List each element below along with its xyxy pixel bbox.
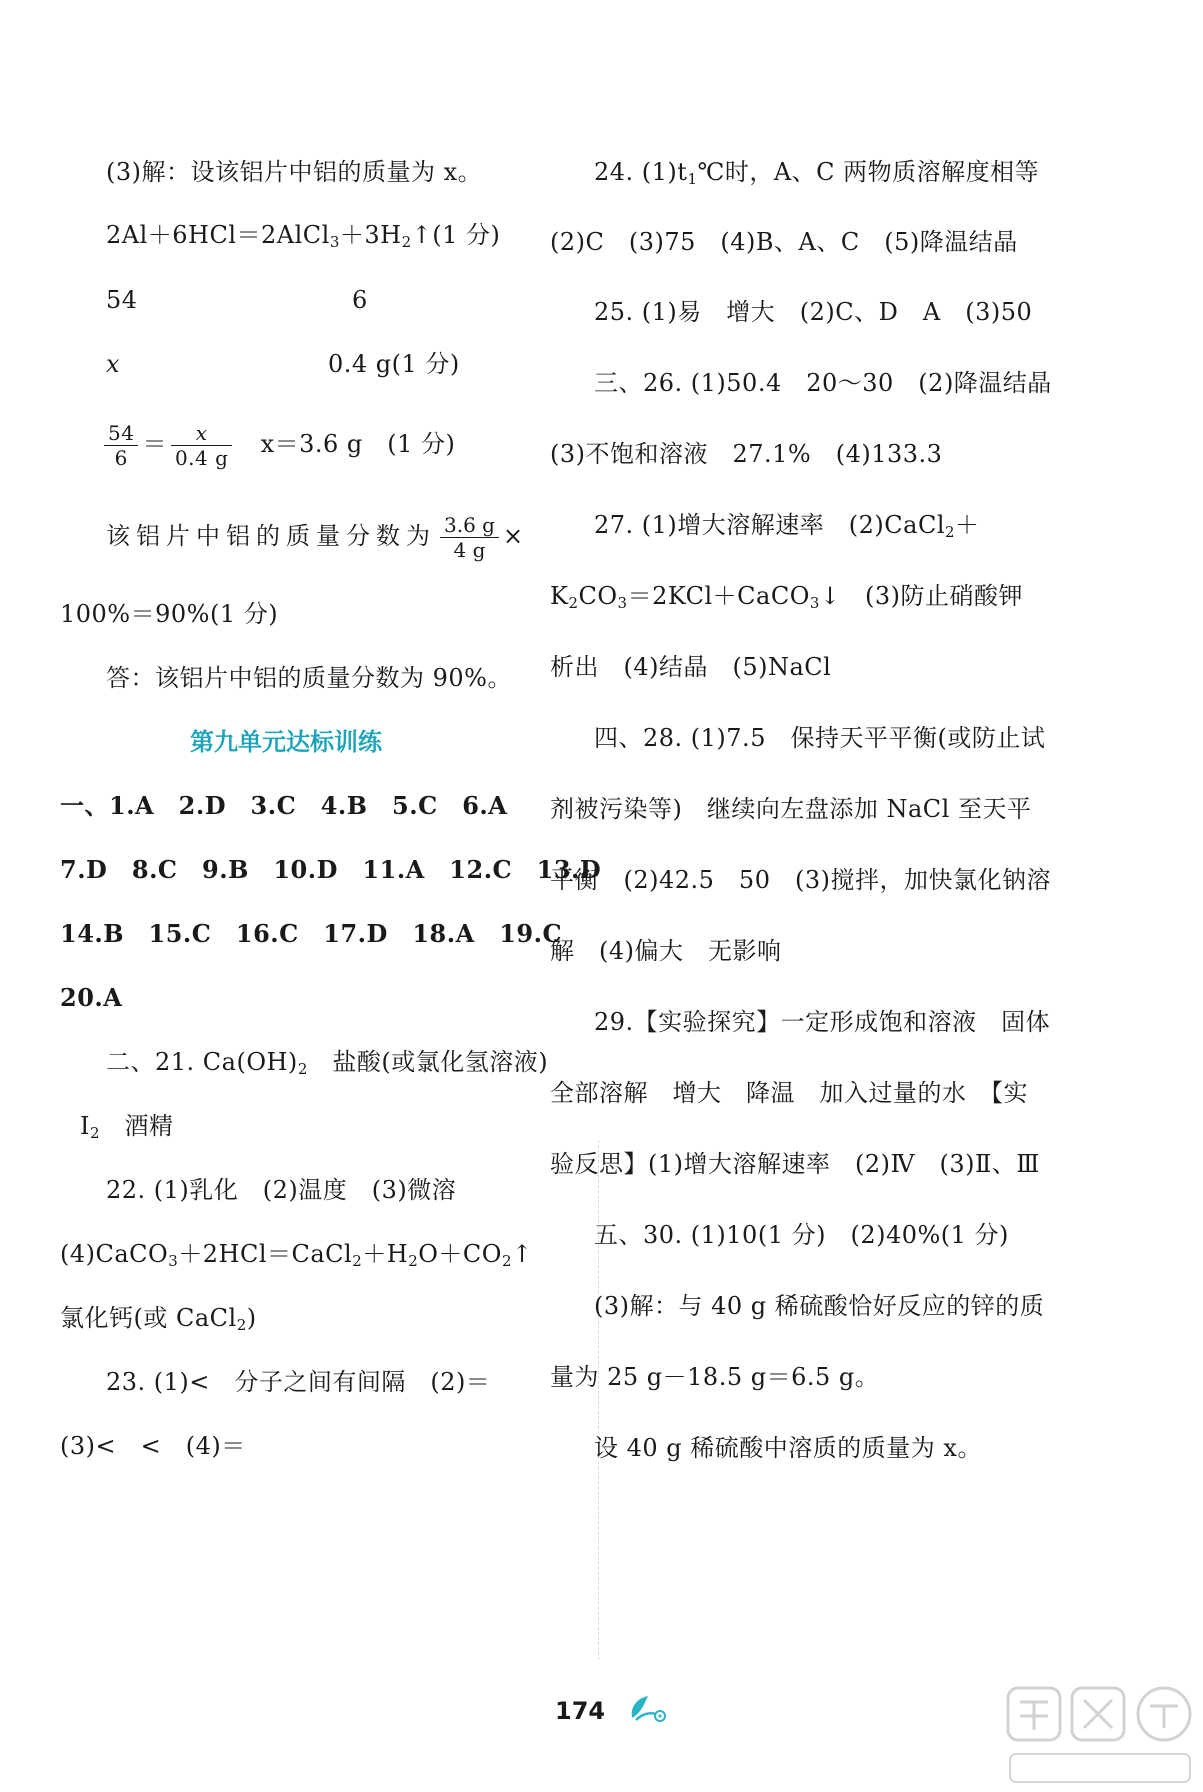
- q23-line1: 23. (1)< 分子之间有间隔 (2)＝: [106, 1368, 491, 1396]
- mc-answers-4: 20.A: [60, 983, 123, 1012]
- q28-line4: 解 (4)偏大 无影响: [550, 937, 782, 965]
- q30-line3: 量为 25 g－18.5 g＝6.5 g。: [550, 1363, 880, 1391]
- q26-line1: 三、26. (1)50.4 20～30 (2)降温结晶: [594, 369, 1052, 397]
- q30-line2: (3)解：与 40 g 稀硫酸恰好反应的锌的质: [594, 1292, 1045, 1320]
- mxqe-watermark-icon: [1000, 1680, 1200, 1790]
- ratio-mass: 0.4 g(1 分): [328, 350, 460, 378]
- q22-line2: $(4)CaCO_3+2HCl=CaCl_2+H_2O+CO_2↑$: [60, 1240, 533, 1270]
- mass-fraction-line: 该铝片中铝的质量分数为 $\frac{3.6 g}{4 g}$ ×: [106, 513, 530, 562]
- q23-line2: (3)< < (4)＝: [60, 1432, 246, 1460]
- q29-line3: 验反思】(1)增大溶解速率 (2)Ⅳ (3)Ⅱ、Ⅲ: [550, 1150, 1040, 1178]
- q27-line1: 27. (1)增大溶解速率 (2)CaCl$_2$＋: [594, 511, 980, 541]
- page-number: 174: [555, 1697, 606, 1725]
- ratio-6: 6: [352, 286, 368, 314]
- q29-line1: 29.【实验探究】一定形成饱和溶液 固体: [594, 1008, 1051, 1036]
- fraction-54-6: $\frac{54}{6}$: [104, 421, 138, 470]
- fraction-x-mass: $\frac{x}{0.4 g}$: [171, 421, 232, 470]
- q28-line1: 四、28. (1)7.5 保持天平平衡(或防止试: [594, 724, 1046, 752]
- mc-answers-3: 14.B 15.C 16.C 17.D 18.A 19.C: [60, 919, 563, 948]
- q30-line4: 设 40 g 稀硫酸中溶质的质量为 x。: [594, 1434, 982, 1462]
- q21-line2: $I_2$ 酒精: [80, 1112, 174, 1142]
- leaf-swirl-icon: [628, 1692, 668, 1726]
- mc-answers-2: 7.D 8.C 9.B 10.D 11.A 12.C 13.D: [60, 855, 602, 884]
- section-heading: 第九单元达标训练: [190, 728, 382, 756]
- proportion-line: $\frac{54}{6}$ ＝ $\frac{x}{0.4 g}$ x＝3.6 g (1 分): [100, 420, 455, 470]
- q24-line1: 24. $(1)t_1℃$时，A、C 两物质溶解度相等: [594, 158, 1040, 188]
- q28-line3: 平衡 (2)42.5 50 (3)搅拌，加快氯化钠溶: [550, 866, 1051, 894]
- q27-line2: $K_2CO_3=2KCl+CaCO_3↓$ (3)防止硝酸钾: [550, 582, 1024, 612]
- ratio-54: 54: [106, 286, 138, 314]
- q29-line2: 全部溶解 增大 降温 加入过量的水 【实: [550, 1079, 1028, 1107]
- mc-answers-1: 一、1.A 2.D 3.C 4.B 5.C 6.A: [60, 791, 508, 820]
- mass-fraction-result: 100%＝90%(1 分): [60, 600, 279, 628]
- q22-line3: 氯化钙(或 CaCl$_2$): [60, 1304, 257, 1334]
- q27-line3: 析出 (4)结晶 (5)NaCl: [550, 653, 832, 681]
- column-divider: [598, 1140, 600, 1660]
- q22-line1: 22. (1)乳化 (2)温度 (3)微溶: [106, 1176, 457, 1204]
- q26-line2: (3)不饱和溶液 27.1% (4)133.3: [550, 440, 943, 468]
- q21-line1: 二、21. $Ca(OH)_2$ 盐酸(或氯化氢溶液): [106, 1048, 549, 1078]
- q28-line2: 剂被污染等) 继续向左盘添加 NaCl 至天平: [550, 795, 1032, 823]
- chemical-equation: $2Al+6HCl=2AlCl_3+3H_2↑(1$ 分): [106, 221, 501, 251]
- answer-line: 答：该铝片中铝的质量分数为 90%。: [106, 664, 512, 692]
- fraction-mass-ratio: $\frac{3.6 g}{4 g}$: [440, 513, 499, 562]
- ratio-x: x: [106, 350, 121, 378]
- q24-line2: (2)C (3)75 (4)B、A、C (5)降温结晶: [550, 228, 1018, 256]
- q25-line: 25. (1)易 增大 (2)C、D A (3)50: [594, 298, 1033, 326]
- solution-intro: (3)解：设该铝片中铝的质量为 x。: [106, 158, 483, 186]
- q30-line1: 五、30. (1)10(1 分) (2)40%(1 分): [594, 1221, 1009, 1249]
